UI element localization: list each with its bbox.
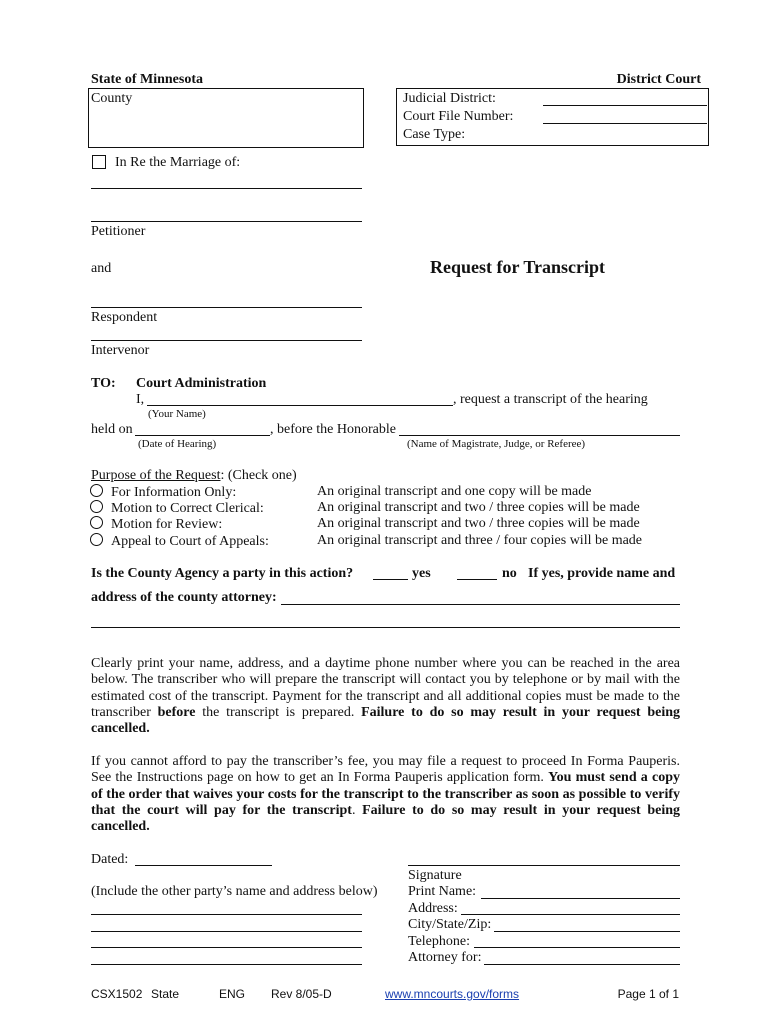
to-label: TO: <box>91 376 116 391</box>
purpose-option-clerical[interactable] <box>90 500 264 517</box>
intervenor-name-line[interactable] <box>91 340 362 341</box>
print-name-field[interactable] <box>481 898 680 899</box>
form-code: CSX1502 <box>91 987 143 1001</box>
judge-name-caption: (Name of Magistrate, Judge, or Referee) <box>407 438 586 450</box>
option-description: An original transcript and one copy will be made <box>317 484 592 499</box>
judge-name-field[interactable] <box>399 435 680 436</box>
telephone-label: Telephone: <box>408 934 470 949</box>
request-text: , request a transcript of the hearing <box>453 392 648 407</box>
court-file-number-field[interactable] <box>543 123 707 124</box>
judicial-district-label: Judicial District: <box>403 91 496 106</box>
signature-label: Signature <box>408 868 462 883</box>
state-label: State of Minnesota <box>91 72 203 87</box>
county-agency-question: Is the County Agency a party in this action? <box>91 566 354 581</box>
marriage-label: In Re the Marriage of: <box>115 155 241 170</box>
footer-revision: Rev 8/05-D <box>271 987 332 1001</box>
page-number: Page 1 of 1 <box>617 987 679 1001</box>
option-description: An original transcript and two / three copies will be made <box>317 500 640 515</box>
other-party-line-4[interactable] <box>91 964 362 965</box>
print-name-label: Print Name: <box>408 884 477 899</box>
option-description: An original transcript and two / three copies will be made <box>317 516 640 531</box>
hearing-date-field[interactable] <box>135 435 270 436</box>
dated-label: Dated: <box>91 852 129 867</box>
option-label: Motion for Review: <box>111 517 223 532</box>
footer-state: State <box>151 987 180 1001</box>
agency-no-label: no <box>502 566 517 581</box>
purpose-option-appeal[interactable] <box>90 533 269 550</box>
agency-if-yes-label: If yes, provide name and <box>528 566 676 581</box>
address-label: Address: <box>408 901 458 916</box>
your-name-caption: (Your Name) <box>148 408 206 420</box>
signature-line[interactable] <box>408 865 680 866</box>
county-attorney-field[interactable] <box>281 604 680 605</box>
petitioner-label: Petitioner <box>91 224 146 239</box>
intervenor-label: Intervenor <box>91 343 150 358</box>
county-attorney-label: address of the county attorney: <box>91 590 277 605</box>
include-other-party-label: (Include the other party’s name and address below) <box>91 884 378 899</box>
respondent-label: Respondent <box>91 310 158 325</box>
attorney-for-field[interactable] <box>484 964 680 965</box>
radio-button[interactable] <box>90 484 103 497</box>
form-title: Request for Transcript <box>430 257 605 277</box>
purpose-heading-label: Purpose of the Request <box>91 468 221 483</box>
radio-button[interactable] <box>90 533 103 546</box>
instructions-paragraph-2: If you cannot afford to pay the transcriber’s fee, you may file a request to proceed In Forma Pauperis. See the Instructions page on how to get an In Forma Pauperis application form. You must send a copy of the order that waives your costs for the transcript to the transcriber as soon as possible to verify that the court will pay for the transcript. Failure to do so may result in your request being cancelled. <box>91 754 681 835</box>
agency-no-field[interactable] <box>457 579 497 580</box>
purpose-heading <box>91 468 297 484</box>
county-attorney-field-2[interactable] <box>91 627 680 628</box>
check-one-label: : (Check one) <box>220 468 297 483</box>
radio-button[interactable] <box>90 500 103 513</box>
other-party-line-1[interactable] <box>91 914 362 915</box>
county-box[interactable] <box>88 88 364 148</box>
city-state-zip-field[interactable] <box>494 931 680 932</box>
other-party-line-2[interactable] <box>91 931 362 932</box>
option-description: An original transcript and three / four copies will be made <box>317 533 643 548</box>
forms-link[interactable]: www.mncourts.gov/forms <box>385 987 520 1001</box>
instructions-paragraph-1: Clearly print your name, address, and a daytime phone number where you can be reached in the area below. The transcriber who will prepare the transcript will contact you by telephone or by mail with the estimated cost of the transcript. Payment for the transcript and all additional copies must be made to the transcriber before the transcript is prepared. Failure to do so may result in your request being cancelled. <box>91 656 680 737</box>
purpose-option-review[interactable] <box>90 516 222 533</box>
address-field[interactable] <box>461 914 680 915</box>
marriage-checkbox[interactable] <box>92 155 106 169</box>
respondent-name-line[interactable] <box>91 307 362 308</box>
option-label: For Information Only: <box>111 485 237 500</box>
option-label: Motion to Correct Clerical: <box>111 501 264 516</box>
judicial-district-field[interactable] <box>543 105 707 106</box>
your-name-field[interactable] <box>147 405 453 406</box>
purpose-option-information[interactable] <box>90 484 236 501</box>
held-on-label: held on <box>91 422 133 437</box>
other-party-line-3[interactable] <box>91 947 362 948</box>
petitioner-name-line-2[interactable] <box>91 221 362 222</box>
case-info-box <box>396 88 709 146</box>
telephone-field[interactable] <box>474 947 680 948</box>
agency-yes-label: yes <box>412 566 431 581</box>
radio-button[interactable] <box>90 516 103 529</box>
court-administration-label: Court Administration <box>136 376 267 391</box>
and-label: and <box>91 261 112 276</box>
court-file-number-label: Court File Number: <box>403 109 514 124</box>
court-label: District Court <box>616 72 701 87</box>
attorney-for-label: Attorney for: <box>408 950 482 965</box>
date-of-hearing-caption: (Date of Hearing) <box>138 438 217 450</box>
petitioner-name-line-1[interactable] <box>91 188 362 189</box>
city-state-zip-label: City/State/Zip: <box>408 917 492 932</box>
case-type-label: Case Type: <box>403 127 466 142</box>
agency-yes-field[interactable] <box>373 579 408 580</box>
before-honorable-label: , before the Honorable <box>270 422 396 437</box>
dated-field[interactable] <box>135 865 272 866</box>
county-label: County <box>91 91 133 106</box>
i-label: I, <box>136 392 145 407</box>
footer-language: ENG <box>219 987 246 1001</box>
option-label: Appeal to Court of Appeals: <box>111 534 269 549</box>
